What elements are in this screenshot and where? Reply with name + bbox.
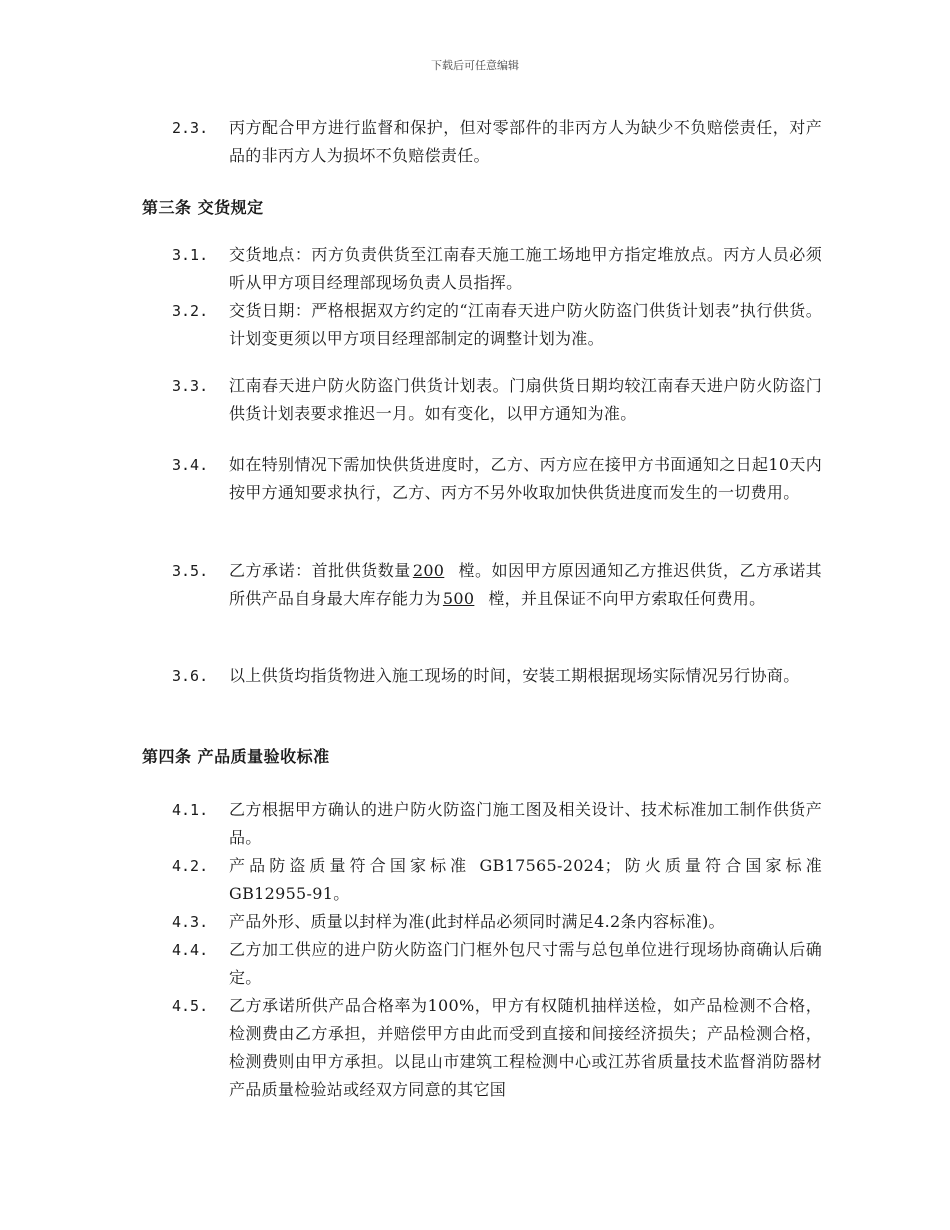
clause-text: 江南春天进户防火防盗门供货计划表。门扇供货日期均较江南春天进户防火防盗门供货计划表要求推迟一月。如有变化，以甲方通知为准。 <box>229 376 822 423</box>
clause-number: 4.2. <box>172 857 209 875</box>
clause-text: 以上供货均指货物进入施工现场的时间，安装工期根据现场实际情况另行协商。 <box>229 666 800 685</box>
clause-text: 产品防盗质量符合国家标准 GB17565-2024；防火质量符合国家标准 GB12955-91。 <box>229 856 822 903</box>
clause-3-4 <box>172 451 822 507</box>
clause-4-1 <box>172 796 822 852</box>
article-3-heading: 第三条 交货规定 <box>142 198 264 217</box>
clause-number: 4.5. <box>172 997 209 1015</box>
clause-text <box>229 557 822 613</box>
clause-number: 4.1. <box>172 801 209 819</box>
clause-number: 2.3. <box>172 119 209 137</box>
page-header: 下载后可任意编辑 <box>431 59 519 72</box>
clause-3-1 <box>172 241 822 297</box>
clause-text: 乙方根据甲方确认的进户防火防盗门施工图及相关设计、技术标准加工制作供货产品。 <box>229 800 822 847</box>
clause-text-part: 樘，并且保证不向甲方索取任何费用。 <box>488 589 766 608</box>
clause-text: 产品外形、质量以封样为准(此封样品必须同时满足4.2条内容标准)。 <box>229 912 725 931</box>
clause-text-part: 樘。如因甲方原因通知乙方推迟供货，乙方承诺其所供产品自身最大库存能力为 <box>229 561 822 608</box>
clause-3-6 <box>172 662 822 690</box>
clause-number: 3.5. <box>172 562 209 580</box>
clause-text: 丙方配合甲方进行监督和保护，但对零部件的非丙方人为缺少不负赔偿责任，对产品的非丙方人为损坏不负赔偿责任。 <box>229 118 822 165</box>
clause-4-4 <box>172 936 822 992</box>
clause-number: 3.3. <box>172 377 209 395</box>
clause-4-2 <box>172 852 822 908</box>
first-batch-quantity: 200 <box>412 561 445 580</box>
clause-number: 3.6. <box>172 667 209 685</box>
clause-text-part: 乙方承诺：首批供货数量 <box>229 561 411 580</box>
clause-4-5 <box>172 992 822 1104</box>
clause-text: 如在特别情况下需加快供货进度时，乙方、丙方应在接甲方书面通知之日起10天内按甲方通知要求执行，乙方、丙方不另外收取加快供货进度而发生的一切费用。 <box>229 455 822 502</box>
clause-text: 乙方承诺所供产品合格率为100%，甲方有权随机抽样送检，如产品检测不合格，检测费由乙方承担，并赔偿甲方由此而受到直接和间接经济损失；产品检测合格，检测费则由甲方承担。以昆山市建筑工程检测中心或江苏省质量技术监督消防器材产品质量检验站或经双方同意的其它国 <box>229 996 822 1099</box>
clause-4-3 <box>172 908 822 936</box>
clause-2-3 <box>172 114 822 170</box>
clause-text: 交货地点：丙方负责供货至江南春天施工施工场地甲方指定堆放点。丙方人员必须听从甲方项目经理部现场负责人员指挥。 <box>229 245 822 292</box>
max-stock-quantity: 500 <box>442 589 475 608</box>
clause-3-5 <box>172 557 822 613</box>
article-4-heading: 第四条 产品质量验收标准 <box>142 747 330 766</box>
clause-text: 交货日期：严格根据双方约定的“江南春天进户防火防盗门供货计划表”执行供货。计划变更须以甲方项目经理部制定的调整计划为准。 <box>229 301 822 348</box>
clause-text: 乙方加工供应的进户防火防盗门门框外包尺寸需与总包单位进行现场协商确认后确定。 <box>229 940 822 987</box>
clause-number: 4.4. <box>172 941 209 959</box>
clause-number: 4.3. <box>172 913 209 931</box>
clause-number: 3.1. <box>172 246 209 264</box>
clause-number: 3.2. <box>172 302 209 320</box>
clause-3-3 <box>172 372 822 428</box>
clause-3-2 <box>172 297 822 353</box>
clause-number: 3.4. <box>172 456 209 474</box>
